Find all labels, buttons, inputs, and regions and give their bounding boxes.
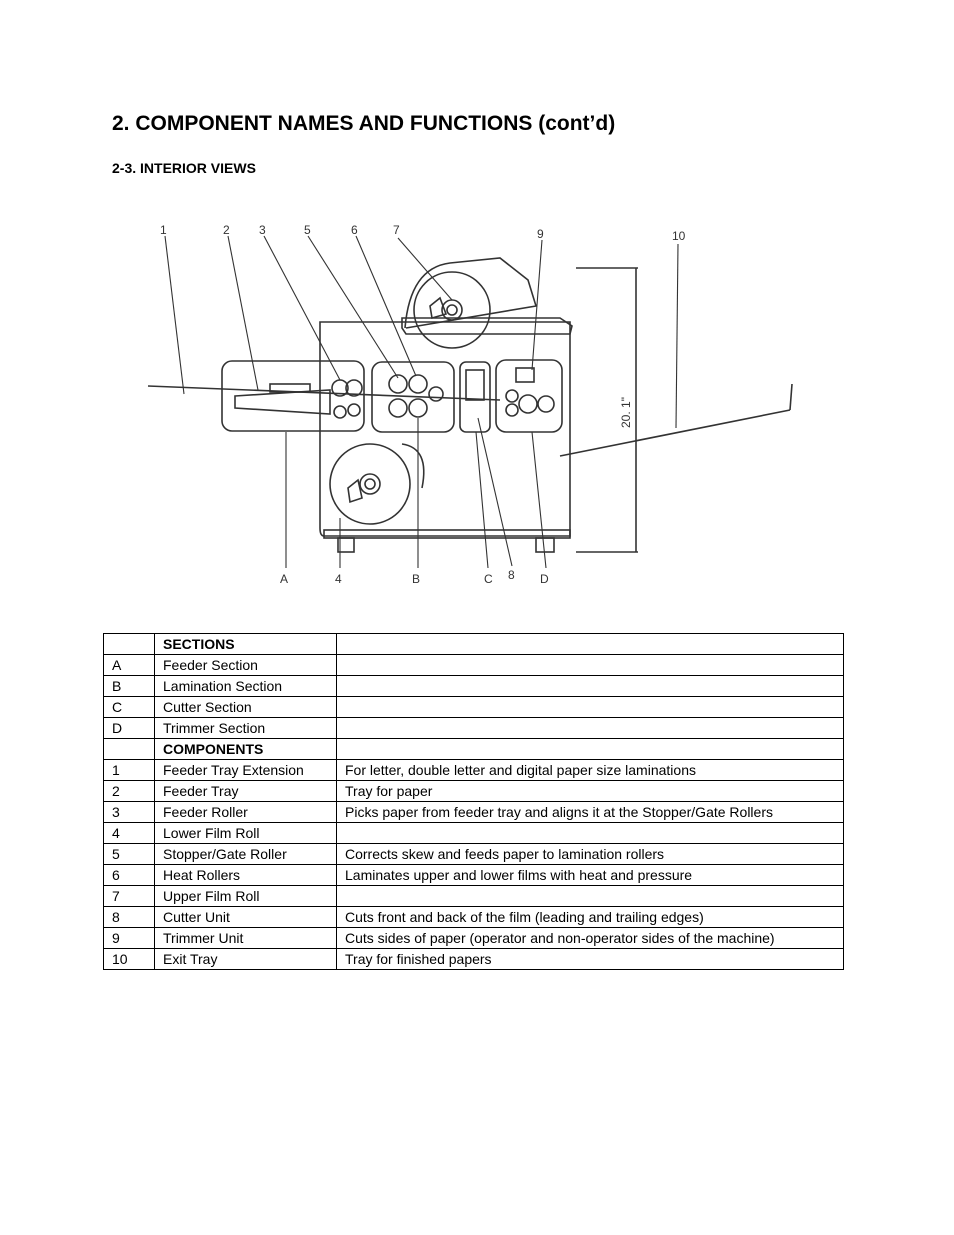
components-table-body [104,634,844,970]
callout-4: 4 [335,572,342,586]
row-description-cell [337,886,844,907]
row-description-cell: Picks paper from feeder tray and aligns it at the Stopper/Gate Rollers [337,802,844,823]
callout-1: 1 [160,223,167,237]
table-row [104,676,844,697]
row-id-cell: 8 [104,907,155,928]
table-row [104,907,844,928]
row-description-cell [337,634,844,655]
row-name-cell: Stopper/Gate Roller [155,844,337,865]
row-id-cell: B [104,676,155,697]
callout-3: 3 [259,223,266,237]
row-name-cell: Cutter Unit [155,907,337,928]
row-name-cell: SECTIONS [155,634,337,655]
interior-view-diagram [140,218,820,598]
row-id-cell: 5 [104,844,155,865]
row-id-cell: 9 [104,928,155,949]
row-name-cell: Trimmer Unit [155,928,337,949]
row-description-cell: Tray for finished papers [337,949,844,970]
row-name-cell: Cutter Section [155,697,337,718]
row-name-cell: Lower Film Roll [155,823,337,844]
row-name-cell: Feeder Section [155,655,337,676]
row-description-cell [337,718,844,739]
row-name-cell: Exit Tray [155,949,337,970]
table-row [104,928,844,949]
callout-10: 10 [672,229,686,243]
callout-b: B [412,572,421,586]
row-description-cell [337,676,844,697]
row-id-cell: 6 [104,865,155,886]
table-row [104,844,844,865]
table-row [104,697,844,718]
table-row [104,802,844,823]
row-description-cell: Corrects skew and feeds paper to lamination rollers [337,844,844,865]
callout-8: 8 [508,568,515,582]
components-table [103,633,844,970]
table-row [104,823,844,844]
row-id-cell: C [104,697,155,718]
callout-7: 7 [393,223,400,237]
callout-6: 6 [351,223,358,237]
row-name-cell: Feeder Roller [155,802,337,823]
table-row [104,655,844,676]
table-row [104,718,844,739]
row-name-cell: Feeder Tray Extension [155,760,337,781]
callout-9: 9 [537,227,544,241]
callout-d: D [540,572,549,586]
row-id-cell [104,634,155,655]
row-description-cell [337,697,844,718]
table-row [104,886,844,907]
row-id-cell: D [104,718,155,739]
table-row [104,760,844,781]
row-id-cell: 2 [104,781,155,802]
table-section-header-row [104,634,844,655]
callout-2: 2 [223,223,230,237]
row-id-cell: 4 [104,823,155,844]
row-name-cell: Upper Film Roll [155,886,337,907]
row-id-cell: 7 [104,886,155,907]
row-id-cell: 10 [104,949,155,970]
row-description-cell: For letter, double letter and digital paper size laminations [337,760,844,781]
callout-5: 5 [304,223,311,237]
row-name-cell: Feeder Tray [155,781,337,802]
table-section-header-row [104,739,844,760]
page-title: 2. COMPONENT NAMES AND FUNCTIONS (cont’d) [112,112,616,135]
row-description-cell: Cuts sides of paper (operator and non-operator sides of the machine) [337,928,844,949]
row-id-cell: 3 [104,802,155,823]
row-name-cell: Trimmer Section [155,718,337,739]
row-id-cell [104,739,155,760]
section-subtitle: 2-3. INTERIOR VIEWS [112,160,256,176]
callout-c: C [484,572,493,586]
row-description-cell [337,739,844,760]
row-description-cell [337,823,844,844]
row-id-cell: A [104,655,155,676]
dimension-label: 20. 1" [619,397,633,428]
table-row [104,949,844,970]
row-description-cell: Laminates upper and lower films with heat and pressure [337,865,844,886]
row-id-cell: 1 [104,760,155,781]
row-name-cell: Heat Rollers [155,865,337,886]
row-description-cell: Cuts front and back of the film (leading and trailing edges) [337,907,844,928]
table-row [104,781,844,802]
row-name-cell: Lamination Section [155,676,337,697]
table-row [104,865,844,886]
row-description-cell [337,655,844,676]
row-name-cell: COMPONENTS [155,739,337,760]
callout-a: A [280,572,289,586]
row-description-cell: Tray for paper [337,781,844,802]
